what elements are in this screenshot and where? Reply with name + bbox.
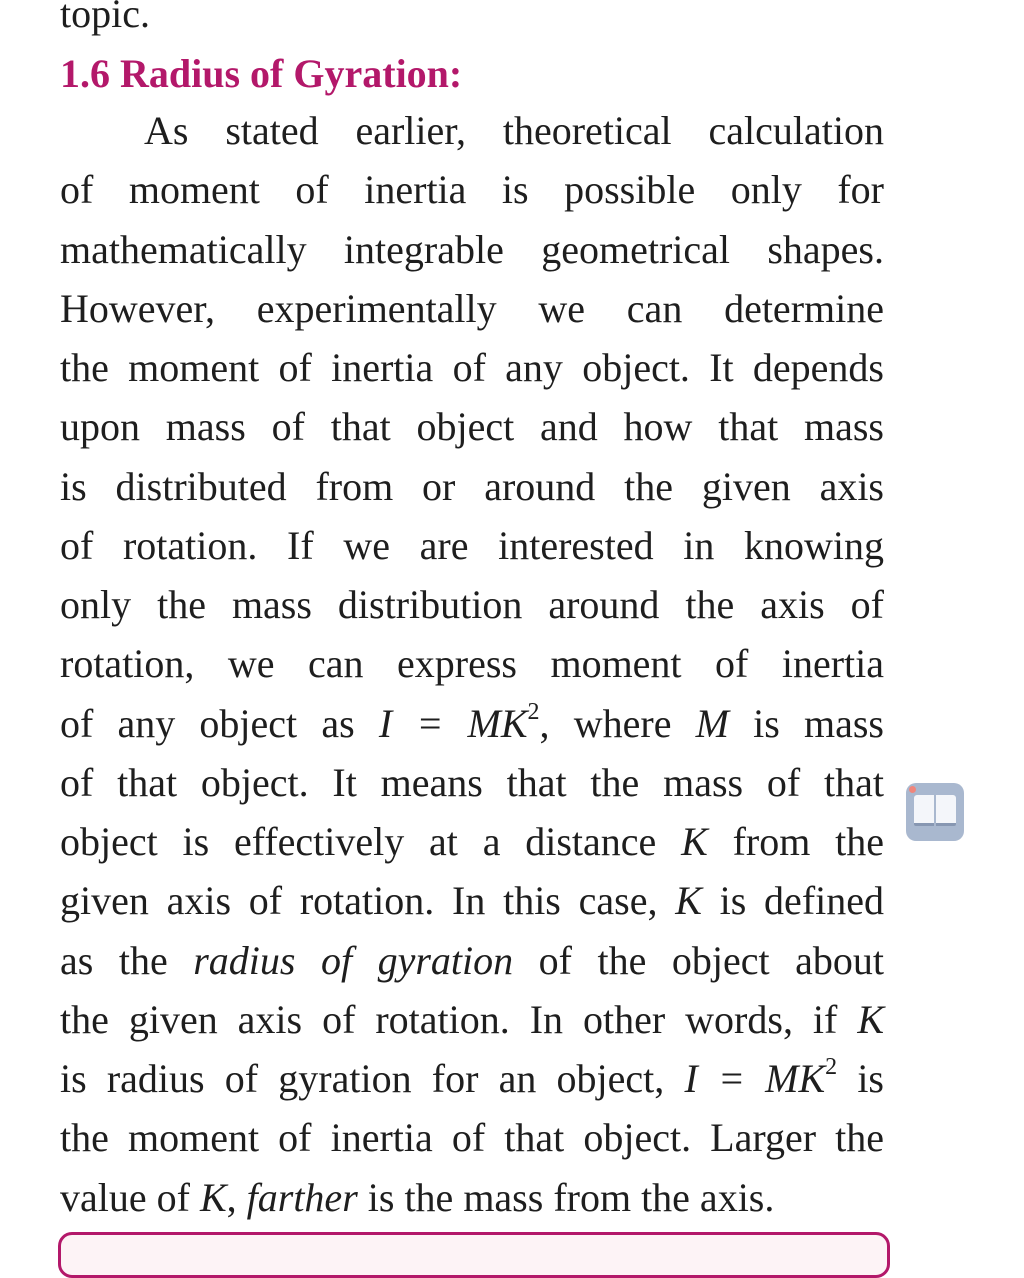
text-segment: of moment of inertia is possible only for [60, 167, 884, 213]
text-segment: of the object about [513, 937, 884, 983]
text-segment: , [226, 1174, 247, 1220]
text-segment: the moment of inertia of any object. It depends [60, 345, 884, 390]
superscript: 2 [527, 698, 540, 725]
text-segment: is radius of gyration for an object, [60, 1056, 685, 1101]
text-line [60, 1115, 884, 1174]
section-heading: 1.6 Radius of Gyration: [60, 51, 463, 96]
text-line [60, 345, 884, 404]
superscript: 2 [825, 1054, 838, 1080]
text-line [60, 464, 884, 523]
body-paragraph [60, 108, 884, 1234]
italic-text: K [857, 996, 884, 1042]
text-line [60, 1175, 884, 1234]
italic-text: I = MK [684, 1056, 826, 1101]
book-right-page [936, 795, 956, 826]
text-segment: only the mass distribution around the axis of [60, 582, 884, 627]
text-segment: the given axis of rotation. In other words, if [60, 996, 858, 1042]
text-segment: given axis of rotation. In this case, [60, 878, 676, 924]
text-segment: the moment of inertia of that object. Larger the [60, 1115, 884, 1161]
italic-text: K [199, 1174, 227, 1220]
text-line [60, 523, 884, 582]
text-segment: mathematically integrable geometrical shapes. [60, 226, 884, 272]
italic-text: K [675, 878, 702, 924]
text-line [60, 582, 884, 641]
text-line [60, 404, 884, 463]
book-icon[interactable] [906, 783, 964, 841]
text-segment: is distributed from or around the given axis [60, 463, 884, 509]
text-segment: is defined [701, 878, 885, 924]
text-line [60, 286, 884, 345]
text-segment: However, experimentally we can determine [60, 285, 884, 331]
text-segment: from the [707, 819, 884, 864]
text-line [60, 108, 884, 167]
text-segment: object is effectively at a distance [60, 819, 682, 864]
next-box-border [58, 1232, 890, 1278]
text-segment: value of [60, 1174, 200, 1220]
italic-text: M [695, 700, 729, 746]
text-segment: upon mass of that object and how that mass [60, 404, 884, 450]
text-segment: is the mass from the axis. [357, 1174, 775, 1220]
notification-dot [909, 786, 916, 793]
text-segment: is [837, 1056, 885, 1101]
text-line [60, 167, 884, 226]
italic-text: K [681, 819, 708, 864]
text-segment: as the [60, 937, 194, 983]
text-line [60, 641, 884, 700]
text-line [60, 819, 884, 878]
text-segment: As stated earlier, theoretical calculation [144, 108, 884, 153]
text-segment: , where [539, 700, 696, 746]
text-segment: rotation, we can express moment of inertia [60, 641, 884, 687]
italic-text: I = MK [378, 700, 528, 746]
italic-text: farther [246, 1174, 358, 1220]
text-segment: is mass [728, 700, 884, 746]
previous-text-fragment: topic. [60, 0, 150, 36]
text-line [60, 997, 884, 1056]
book-left-page [914, 795, 934, 826]
text-line [60, 227, 884, 286]
text-line [60, 938, 884, 997]
text-line [60, 878, 884, 937]
text-segment: of rotation. If we are interested in knowing [60, 522, 884, 568]
italic-text: radius of gyration [193, 937, 514, 983]
text-line [60, 1056, 884, 1115]
text-line [60, 760, 884, 819]
text-line [60, 698, 884, 760]
text-segment: of that object. It means that the mass of that [60, 759, 884, 805]
text-segment: of any object as [60, 700, 379, 746]
